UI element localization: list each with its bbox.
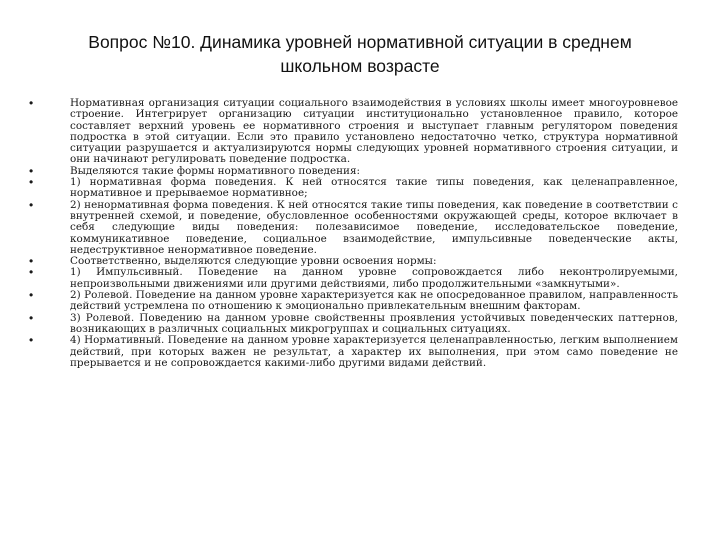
bullet-icon: • xyxy=(29,96,34,110)
bullet-icon: • xyxy=(29,175,34,190)
list-item-text: 3) Ролевой. Поведению на данном уровне свойственны проявления устойчивых поведенческих паттернов, возникающих в различных социальных микрогруппах и социальных ситуациях. xyxy=(70,311,678,335)
slide-title xyxy=(40,30,680,78)
list-item-text: 4) Нормативный. Поведение на данном уровне характеризуется целенаправленностью, легким выполнением действий, при которых важен не результат, а характер их выполнения, при этом само поведение не прерывается и не сопровождается какими-либо другими видами действий. xyxy=(70,334,678,369)
list-item xyxy=(24,98,678,166)
bullet-icon: • xyxy=(29,163,34,178)
list-item xyxy=(24,335,678,369)
bullet-icon: • xyxy=(29,310,34,325)
title-line-1: Вопрос №10. Динамика уровней нормативной ситуации в среднем xyxy=(88,32,632,52)
list-item xyxy=(24,177,678,200)
list-item-text: 1) Импульсивный. Поведение на данном уровне сопровождается либо неконтролируемыми, непроизвольными движениями или другими действиями, либо продолжительными «замкнутыми». xyxy=(70,266,678,290)
title-line-2: школьном возрасте xyxy=(280,56,440,76)
list-item xyxy=(24,267,678,290)
bullet-icon: • xyxy=(29,197,34,212)
list-item xyxy=(24,290,678,313)
list-item-text: 2) ненормативная форма поведения. К ней относятся такие типы поведения, как поведение в соответствии с внутренней схемой, и поведение, обусловленное особенностями окружающей среды, которое включает в себя следующие виды поведения: полезависимое поведение, исследовательское поведение, коммуникативное поведение, социальное взаимодействие, импульсивные поведенческие акты, недеструктивное ненормативное поведение. xyxy=(70,198,678,256)
list-item-text: Выделяются такие формы нормативного поведения: xyxy=(70,164,361,177)
list-item-text: 1) нормативная форма поведения. К ней относятся такие типы поведения, как целенаправленное, нормативное и прерываемое нормативное; xyxy=(70,176,678,200)
list-item-text: 2) Ролевой. Поведение на данном уровне характеризуется как не опосредованное правилом, направленность действий устремлена по отношению к эмоционально привлекательным внешним факторам. xyxy=(70,289,678,313)
bullet-list xyxy=(24,98,678,369)
bullet-icon: • xyxy=(29,333,34,348)
bullet-icon: • xyxy=(29,288,34,303)
list-item-text: Соответственно, выделяются следующие уровни освоения нормы: xyxy=(70,255,437,268)
list-item xyxy=(24,197,678,256)
list-item-text: Нормативная организация ситуации социального взаимодействия в условиях школы имеет многоуровневое строение. Интегрирует организацию ситуации институционально установленное правило, которое составляет верхний уровень ее нормативного строения и выступает главным регулятором поведения подростка в этой ситуации. Если это правило установлено недостаточно четко, структура нормативной ситуации разрушается и актуализируются нормы следующих уровней нормативного строения ситуации, и они начинают регулировать поведение подростка. xyxy=(70,97,678,166)
list-item xyxy=(24,310,678,336)
bullet-icon: • xyxy=(29,265,34,280)
bullet-icon: • xyxy=(29,254,34,269)
